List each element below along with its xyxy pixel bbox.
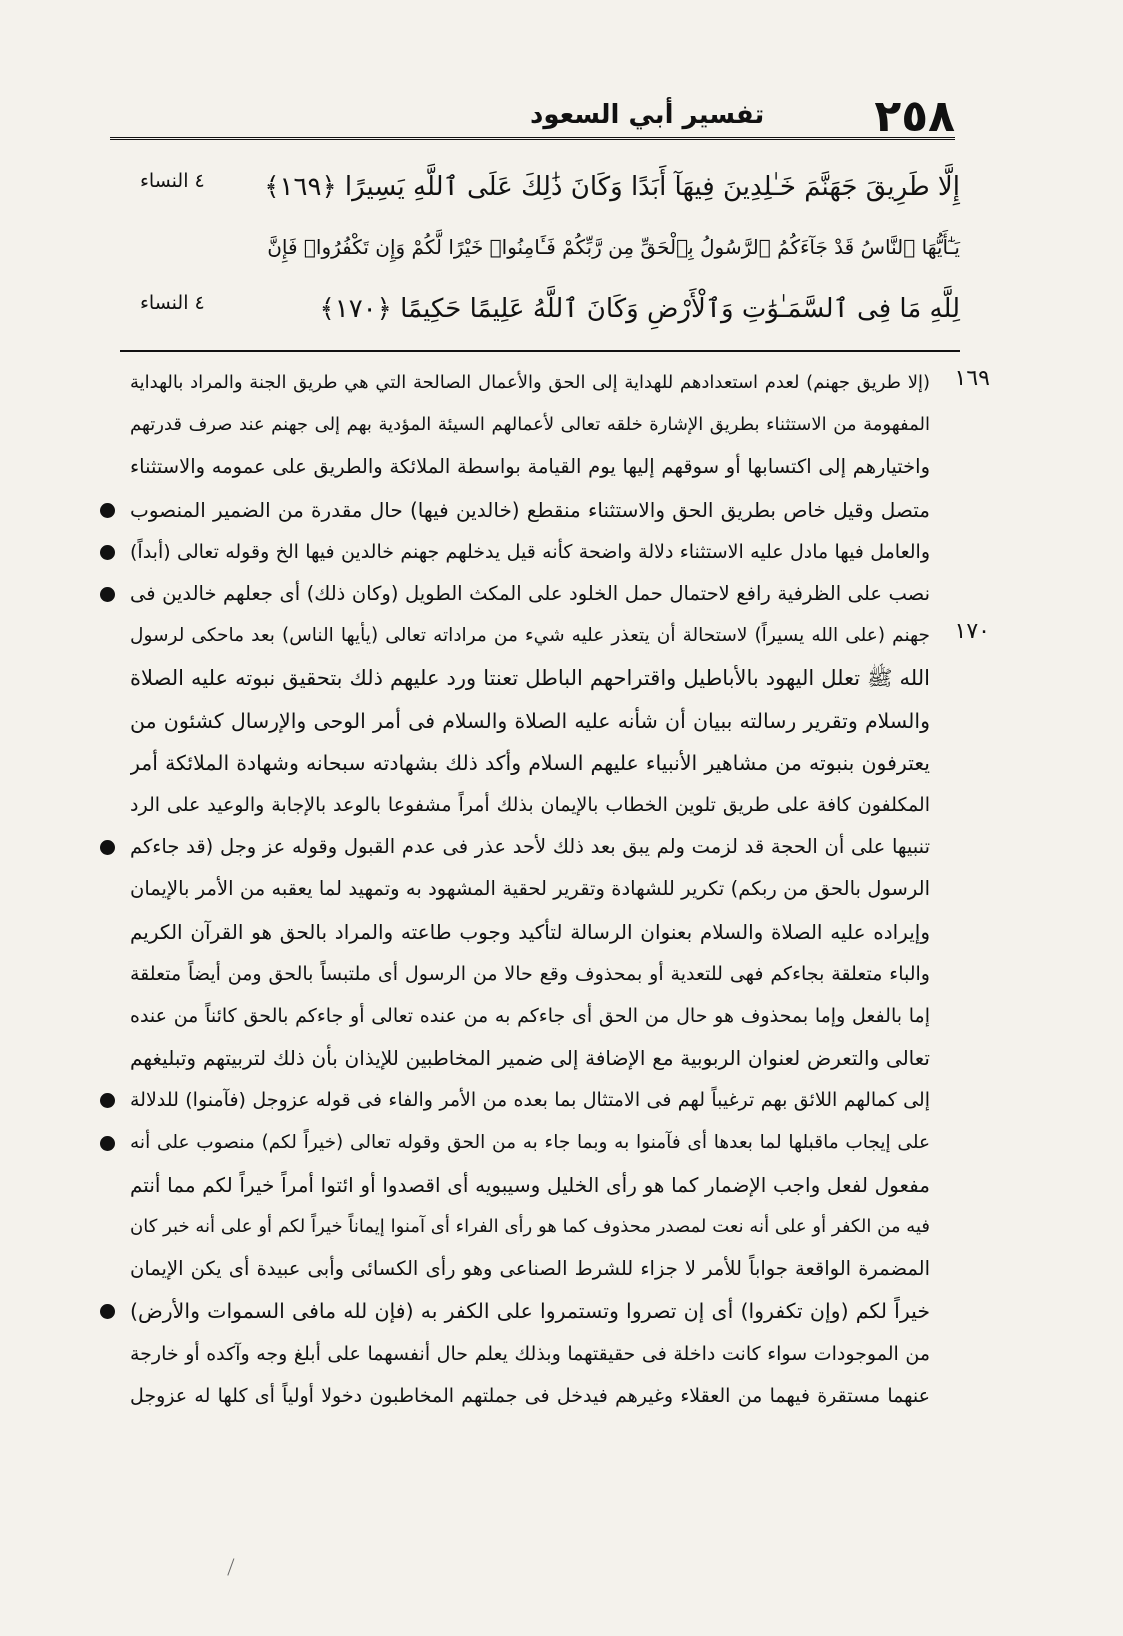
commentary-line-text: تنبيها على أن الحجة قد لزمت ولم يبق بعد ذلك لأحد عذر فى عدم القبول وقوله عز وجل (قد جاءكم bbox=[130, 835, 930, 858]
commentary-line-text: مفعول لفعل واجب الإضمار كما هو رأى الخليل وسيبويه أى اقصدوا أو ائتوا أمراً خيراً لكم مما أنتم bbox=[130, 1173, 930, 1197]
commentary-line-text: تعالى والتعرض لعنوان الربوبية مع الإضافة إلى ضمير المخاطبين للإيذان بأن ذلك لتربيتهم وتبليغهم bbox=[130, 1046, 930, 1070]
commentary-line bbox=[100, 953, 990, 995]
commentary-line-text: فيه من الكفر أو على أنه نعت لمصدر محذوف كما هو رأى الفراء أى آمنوا إيماناً خيراً لكم أو على أنه خبر كان bbox=[130, 1216, 930, 1237]
commentary-line-text: والعامل فيها مادل عليه الاستثناء دلالة واضحة كأنه قيل يدخلهم جهنم خالدين فيها الخ وقوله تعالى (أبداً) bbox=[130, 541, 930, 563]
page-number: ٢٥٨ bbox=[874, 91, 955, 142]
commentary-line bbox=[100, 1333, 990, 1375]
commentary-line-text: (إلا طريق جهنم) لعدم استعدادهم للهداية إلى الحق والأعمال الصالحة التي هي طريق الجنة والمراد بالهداية bbox=[130, 372, 930, 393]
margin-bullet-icon bbox=[100, 503, 115, 518]
commentary-line-text: نصب على الظرفية رافع لاحتمال حمل الخلود على المكث الطويل (وكان ذلك) أى جعلهم خالدين فى bbox=[130, 582, 930, 605]
commentary-text bbox=[100, 354, 990, 1594]
verse-line bbox=[120, 222, 960, 274]
commentary-line-text: خيراً لكم (وإن تكفروا) أى إن تصروا وتستمروا على الكفر به (فإن لله مافى السموات والأرض) bbox=[130, 1299, 930, 1323]
commentary-line bbox=[100, 404, 990, 446]
commentary-line-text: المكلفون كافة على طريق تلوين الخطاب بالإيمان بذلك أمراً مشفوعا بالوعد بالإجابة والوعيد على الرد bbox=[130, 794, 930, 816]
margin-bullet-icon bbox=[100, 1304, 115, 1319]
header-rule bbox=[110, 137, 955, 140]
commentary-line bbox=[100, 995, 990, 1037]
commentary-line bbox=[100, 784, 990, 826]
commentary-line bbox=[100, 1122, 990, 1164]
margin-bullet-icon bbox=[100, 545, 115, 560]
commentary-line bbox=[100, 1290, 990, 1332]
commentary-line bbox=[100, 657, 990, 699]
margin-bullet-icon bbox=[100, 587, 115, 602]
commentary-line-text: والسلام وتقرير رسالته ببيان أن شأنه عليه الصلاة والسلام فى أمر الوحى والإرسال كشئون من bbox=[130, 709, 930, 733]
commentary-line-text: يعترفون بنبوته من مشاهير الأنبياء عليهم السلام وأكد ذلك بشهادته سبحانه وشهادة الملائكة أمر bbox=[130, 751, 930, 775]
commentary-line bbox=[100, 1037, 990, 1079]
verse-number: ١٦٩ bbox=[954, 366, 990, 391]
margin-bullet-icon bbox=[100, 1136, 115, 1151]
commentary-line-text: الرسول بالحق من ربكم) تكرير للشهادة وتقرير لحقية المشهود به وتمهيد لما يعقبه من الأمر بالإيمان bbox=[130, 877, 930, 900]
commentary-line-text: متصل وقيل خاص بطريق الحق والاستثناء منقطع (خالدين فيها) حال مقدرة من الضمير المنصوب bbox=[130, 498, 930, 522]
commentary-line bbox=[100, 742, 990, 784]
commentary-line bbox=[100, 868, 990, 910]
quran-verses bbox=[120, 160, 960, 355]
commentary-line-text: والباء متعلقة بجاءكم فهى للتعدية أو بمحذوف وقع حالا من الرسول أى ملتبساً بالحق ومن أيضاً متعلقة bbox=[130, 963, 930, 985]
verse-line bbox=[120, 284, 960, 336]
commentary-line bbox=[100, 615, 990, 657]
commentary-line bbox=[100, 700, 990, 742]
commentary-line-text: وإيراده عليه الصلاة والسلام بعنوان الرسالة لتأكيد وجوب طاعته والمراد بالحق هو القرآن الكريم bbox=[130, 920, 930, 944]
verse-line bbox=[120, 162, 960, 214]
commentary-line-text: من الموجودات سواء كانت داخلة فى حقيقتهما وبذلك يعلم حال أنفسهما على أبلغ وجه وآكده أو خارجة bbox=[130, 1343, 930, 1365]
commentary-line bbox=[100, 911, 990, 953]
commentary-line-text: المضمرة الواقعة جواباً للأمر لا جزاء للشرط الصناعى وهو رأى الكسائى وأبى عبيدة أى يكن الإيمان bbox=[130, 1257, 930, 1280]
commentary-line bbox=[100, 531, 990, 573]
commentary-line-text: واختيارهم إلى اكتسابها أو سوقهم إليها يوم القيامة بواسطة الملائكة والطريق على عمومه والاستثناء bbox=[130, 455, 930, 478]
commentary-line bbox=[100, 1206, 990, 1248]
commentary-line-text: الله ﷺ تعلل اليهود بالأباطيل واقتراحهم الباطل تعنتا ورد عليهم ذلك بتحقيق نبوته عليه الصلاة bbox=[130, 666, 930, 690]
commentary-line bbox=[100, 446, 990, 488]
commentary-line-text: على إيجاب ماقبلها لما بعدها أى فآمنوا به وبما جاء به من الحق وقوله تعالى (خيراً لكم) منصوب على أنه bbox=[130, 1132, 930, 1153]
verse-text: يَـٰٓأَيُّهَا ٱلنَّاسُ قَدْ جَآءَكُمُ ٱلرَّسُولُ بِٱلْحَقِّ مِن رَّبِّكُمْ فَـَٔامِنُوا۟ خَيْرًا لَّكُمْ وَإِن تَكْفُرُوا۟ فَإِنَّ bbox=[267, 235, 960, 259]
page-header bbox=[110, 92, 955, 152]
sura-reference: ٤ النساء bbox=[140, 170, 205, 192]
margin-bullet-icon bbox=[100, 840, 115, 855]
commentary-line bbox=[100, 1164, 990, 1206]
verse-text: لِلَّهِ مَا فِى ٱلسَّمَـٰوَٰتِ وَٱلْأَرْضِ وَكَانَ ٱللَّهُ عَلِيمًا حَكِيمًا ﴿١٧٠﴾ bbox=[319, 294, 960, 324]
running-title: تفسير أبي السعود bbox=[530, 100, 765, 130]
commentary-line bbox=[100, 573, 990, 615]
verse-text: إِلَّا طَرِيقَ جَهَنَّمَ خَـٰلِدِينَ فِيهَآ أَبَدًا وَكَانَ ذَٰلِكَ عَلَى ٱللَّهِ يَسِيرًا ﴿١٦٩﴾ bbox=[264, 172, 960, 202]
verses-divider bbox=[120, 350, 960, 352]
verse-number: ١٧٠ bbox=[954, 619, 990, 644]
commentary-line bbox=[100, 1079, 990, 1121]
commentary-line bbox=[100, 1248, 990, 1290]
commentary-line-text: إما بالفعل وإما بمحذوف هو حال من الحق أى جاءكم به من عنده تعالى أو جاءكم بالحق كائناً من عنده bbox=[130, 1005, 930, 1027]
commentary-line bbox=[100, 826, 990, 868]
commentary-line-text: المفهومة من الاستثناء بطريق الإشارة خلقه تعالى لأعمالهم السيئة المؤدية بهم إلى جهنم عند صرف قدرتهم bbox=[130, 414, 930, 435]
sura-reference: ٤ النساء bbox=[140, 292, 205, 314]
commentary-line bbox=[100, 1375, 990, 1417]
commentary-line-text: إلى كمالهم اللائق بهم ترغيباً لهم فى الامتثال بما بعده من الأمر والفاء فى قوله عزوجل (فآمنوا) للدلالة bbox=[130, 1089, 930, 1111]
commentary-line-text: جهنم (على الله يسيراً) لاستحالة أن يتعذر عليه شيء من مراداته تعالى (يأيها الناس) بعد ماحكى لرسول bbox=[130, 625, 930, 646]
commentary-line-text: عنهما مستقرة فيهما من العقلاء وغيرهم فيدخل فى جملتهم المخاطبون دخولا أولياً أى كلها له عزوجل bbox=[130, 1385, 930, 1407]
commentary-line bbox=[100, 489, 990, 531]
margin-bullet-icon bbox=[100, 1093, 115, 1108]
commentary-line bbox=[100, 362, 990, 404]
